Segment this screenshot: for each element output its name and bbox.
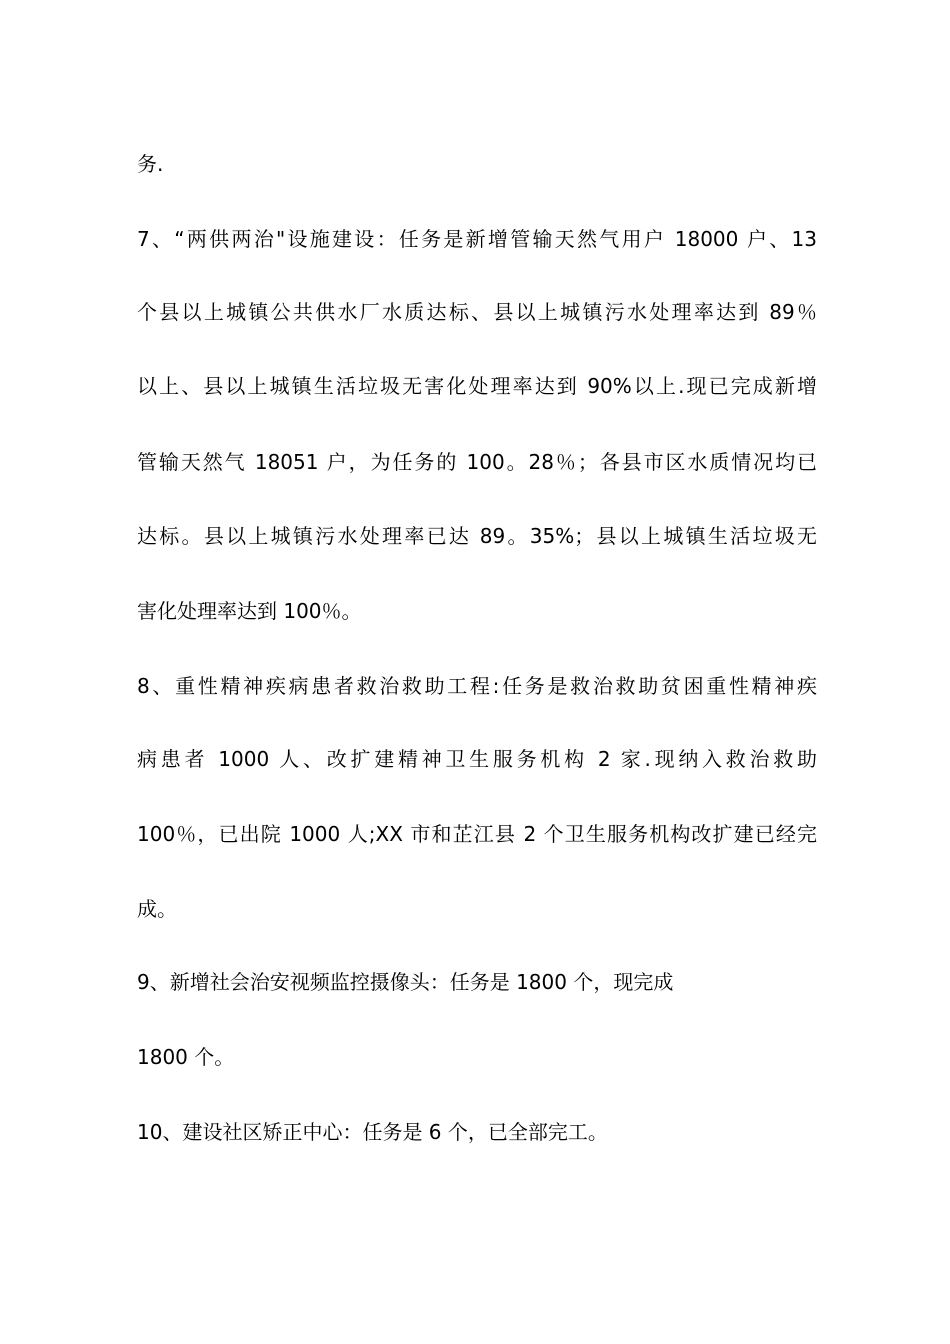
text-line-3: 个县以上城镇公共供水厂水质达标、县以上城镇污水处理率达到 89％ [137,300,817,324]
text-line-6: 达标。县以上城镇污水处理率已达 89。35%；县以上城镇生活垃圾无 [137,524,817,548]
text-line-12: 9、新增社会治安视频监控摄像头：任务是 1800 个，现完成 [137,970,674,994]
text-line-2: 7、“两供两治"设施建设：任务是新增管输天然气用户 18000 户、13 [137,227,817,251]
text-line-1: 务. [137,152,164,176]
text-line-11: 成。 [137,897,177,921]
text-line-9: 病患者 1000 人、改扩建精神卫生服务机构 2 家.现纳入救治救助 [137,747,817,771]
text-line-10: 100％，已出院 1000 人;XX 市和芷江县 2 个卫生服务机构改扩建已经完 [137,822,817,846]
text-line-8: 8、重性精神疾病患者救治救助工程:任务是救治救助贫困重性精神疾 [137,674,817,698]
text-line-4: 以上、县以上城镇生活垃圾无害化处理率达到 90%以上.现已完成新增 [137,374,817,398]
text-line-5: 管输天然气 18051 户，为任务的 100。28％；各县市区水质情况均已 [137,450,817,474]
text-line-14: 10、建设社区矫正中心：任务是 6 个，已全部完工。 [137,1120,608,1144]
text-line-13: 1800 个。 [137,1045,235,1069]
text-line-7: 害化处理率达到 100％。 [137,599,362,623]
